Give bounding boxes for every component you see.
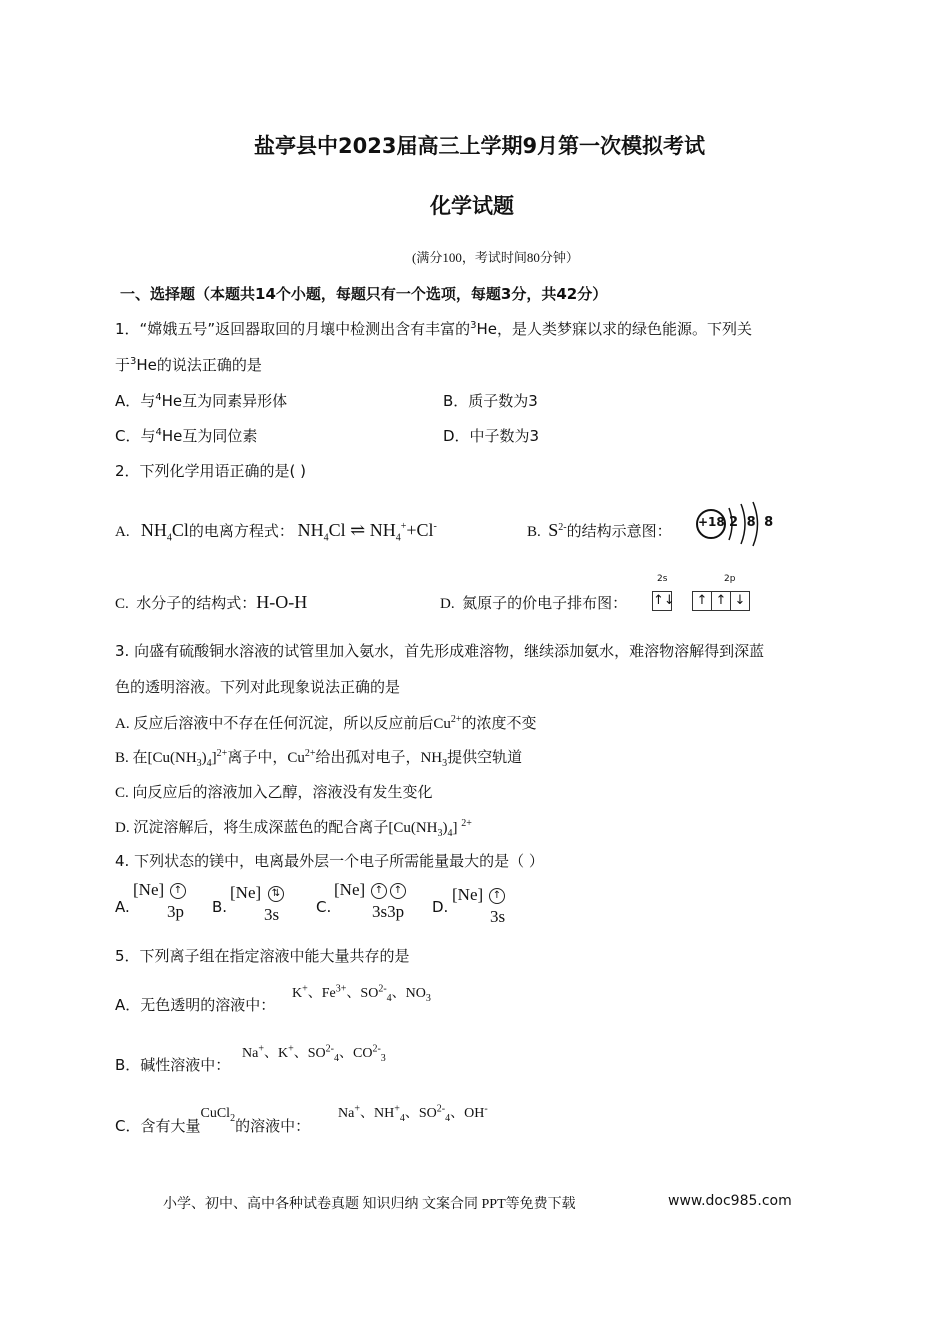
q2-option-a: A. $NH_4Cl$的电离方程式： $NH_4Cl$ ⇌ $NH_4^++Cl^-$ <box>115 520 437 544</box>
q1-option-b: B．质子数为3 <box>443 392 538 410</box>
q3-option-c: C. 向反应后的溶液加入乙醇，溶液没有发生变化 <box>115 785 433 801</box>
orbital-2s-box: ↑↓ <box>652 591 672 611</box>
q5-option-a-label: A．无色透明的溶液中： <box>115 996 276 1014</box>
nucleus-charge: +18 <box>698 515 725 529</box>
q5-option-b-label: B．碱性溶液中： <box>115 1056 231 1074</box>
electron-shells: 2 8 8 <box>729 515 776 530</box>
q4-option-a: A. [Ne] ↑ 3p <box>115 880 184 921</box>
exam-note: (满分100，考试时间80分钟） <box>412 250 579 265</box>
q4-stem: 4. 下列状态的镁中，电离最外层一个电子所需能量最大的是（ ） <box>115 852 544 870</box>
orbital-2p-box-1: ↑ <box>692 591 712 611</box>
q2-option-d: D. 氮原子的价电子排布图： <box>440 594 628 612</box>
footer-text: 小学、初中、高中各种试卷真题 知识归纳 文案合同 PPT等免费下载 <box>163 1197 576 1212</box>
q3-option-a: A. 反应后溶液中不存在任何沉淀，所以反应前后$Cu^{2+}$的浓度不变 <box>115 714 537 732</box>
q1-option-d: D．中子数为3 <box>443 427 540 445</box>
page-title: 盐亭县中2023届高三上学期9月第一次模拟考试 <box>254 134 706 158</box>
footer-url[interactable]: www.doc985.com <box>668 1193 792 1209</box>
q2-stem: 2．下列化学用语正确的是( ) <box>115 462 307 480</box>
electron-up-icon: ↑ <box>170 883 186 899</box>
q5-option-c-label: C．含有大量CuCl$_2$的溶液中： <box>115 1106 311 1135</box>
electron-pair-icon: ⇅ <box>268 886 284 902</box>
electron-up-icon: ↑ <box>371 883 387 899</box>
orbital-2p-box-3: ↓ <box>731 591 750 611</box>
sulfide-structure-diagram <box>695 500 776 554</box>
q1-option-c: C．与$^4$He互为同位素 <box>115 427 258 445</box>
q3-stem-line2: 色的透明溶液。下列对此现象说法正确的是 <box>115 678 401 696</box>
electron-up-icon: ↑ <box>489 888 505 904</box>
q1-stem-line1: 1．“嫦娥五号”返回器取回的月壤中检测出含有丰富的$^3$He，是人类梦寐以求的绿色能源。下列关 <box>115 320 752 338</box>
q2-option-c: C. 水分子的结构式：H-O-H <box>115 592 308 612</box>
q5-option-b-ions: Na+、K+、$SO^{2-}_4$、$CO^{2-}_3$ <box>242 1043 386 1064</box>
q4-option-d: D. [Ne] ↑ 3s <box>432 885 506 926</box>
q4-option-b: B. [Ne] ⇅ 3s <box>212 880 302 930</box>
page-subtitle: 化学试题 <box>430 194 514 218</box>
electron-up-icon: ↑ <box>390 883 406 899</box>
orbital-2p-box-2: ↑ <box>712 591 731 611</box>
q3-option-d: D. 沉淀溶解后，将生成深蓝色的配合离子$[Cu(NH_3)_4]$ $^{2+}$ <box>115 818 472 839</box>
q3-option-b: B. 在$[Cu(NH_3)_4]^{2+}$离子中，$Cu^{2+}$给出孤对电子，$NH_3$提供空轨道 <box>115 748 523 769</box>
q5-stem: 5．下列离子组在指定溶液中能大量共存的是 <box>115 947 410 965</box>
q4-option-c: C. [Ne] ↑ ↑ 3s3p <box>316 880 405 921</box>
q3-stem-line1: 3. 向盛有硫酸铜水溶液的试管里加入氨水，首先形成难溶物，继续添加氨水，难溶物溶解得到深蓝 <box>115 642 765 660</box>
section-heading: 一、选择题（本题共14个小题，每题只有一个选项，每题3分，共42分） <box>120 285 608 303</box>
q1-stem-line2: 于$^3$He的说法正确的是 <box>115 356 262 374</box>
q5-option-a-ions: K+、$Fe^{3+}$、$SO^{2-}_4$、$NO_3$ <box>292 983 431 1004</box>
q5-option-c-ions: Na+、$NH^+_4$、$SO^{2-}_4$、OH- <box>338 1103 488 1124</box>
q2-option-b: B. $S^{2-}$的结构示意图： <box>527 520 672 540</box>
q1-option-a: A．与$^4$He互为同素异形体 <box>115 392 288 410</box>
